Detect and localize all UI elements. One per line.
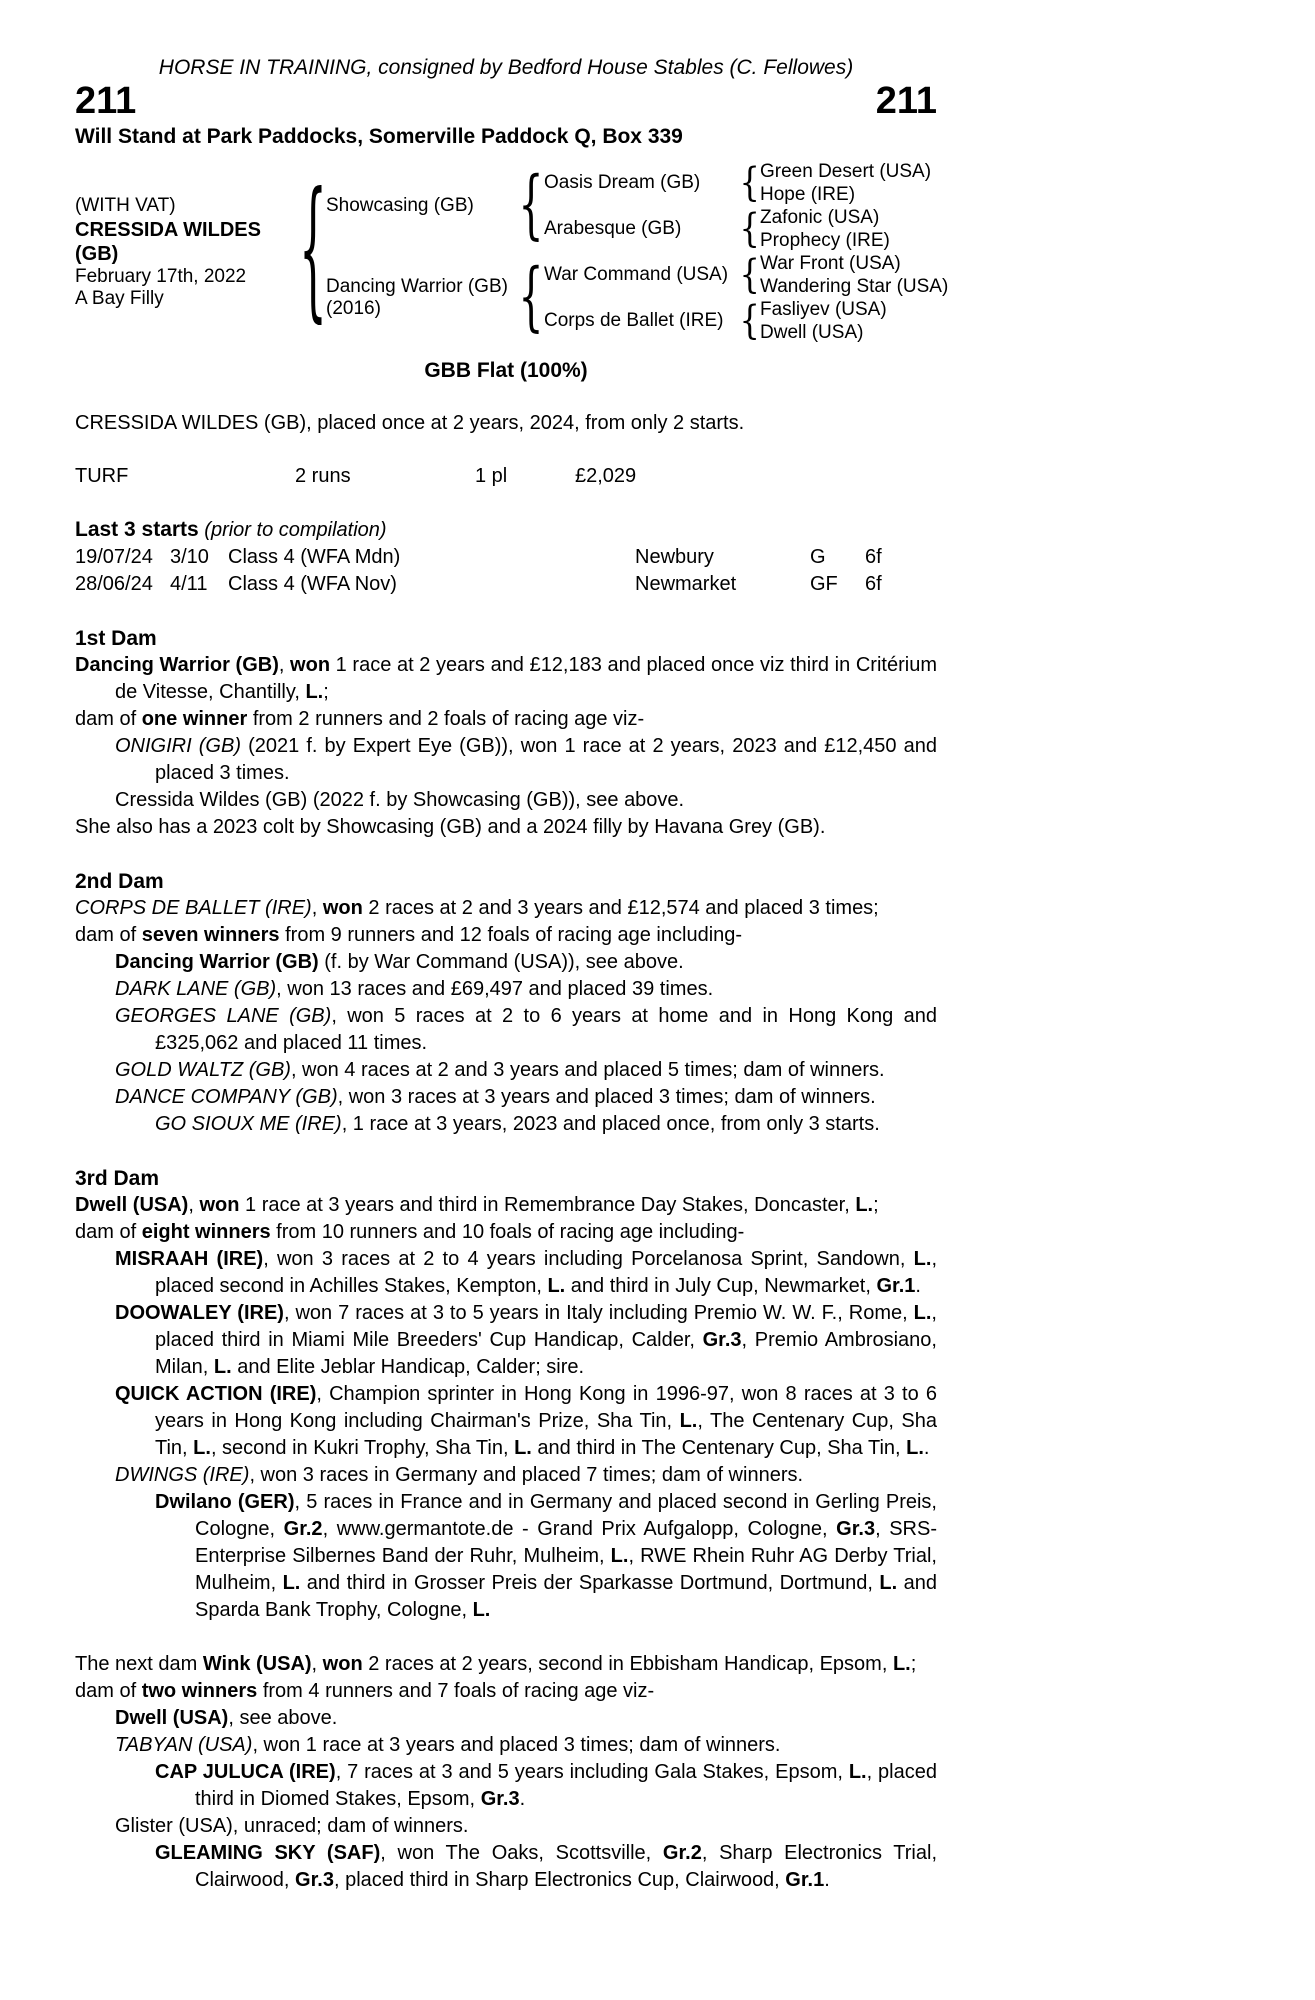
- gen2-ancestor: Oasis Dream (GB): [544, 172, 701, 193]
- paragraph: DANCE COMPANY (GB), won 3 races at 3 years and placed 3 times; dam of winners.: [115, 1086, 876, 1108]
- paragraph: dam of one winner from 2 runners and 2 foals of racing age viz-: [75, 708, 645, 730]
- paragraph: The next dam Wink (USA), won 2 races at 2 years, second in Ebbisham Handicap, Epsom, L.;: [75, 1653, 917, 1675]
- gen3-ancestor: Prophecy (IRE): [760, 229, 890, 251]
- result-going: G: [810, 546, 826, 568]
- brace-icon: {: [739, 206, 761, 252]
- lot-number-left: 211: [75, 80, 137, 122]
- pedigree-brace-gen1: [300, 160, 326, 344]
- pedigree-brace-gen3: [740, 252, 760, 298]
- paragraph: She also has a 2023 colt by Showcasing (GB) and a 2024 filly by Havana Grey (GB).: [75, 816, 826, 838]
- section-heading: 2nd Dam: [75, 870, 164, 893]
- paragraph: GEORGES LANE (GB), won 5 races at 2 to 6 years at home and in Hong Kong and £325,062 and placed 11 times.: [115, 1005, 937, 1054]
- gbb-eligibility: GBB Flat (100%): [424, 359, 588, 382]
- dam-name: Dancing Warrior (GB): [326, 276, 508, 297]
- color-sex: A Bay Filly: [75, 288, 164, 309]
- race-record-summary: CRESSIDA WILDES (GB), placed once at 2 years, 2024, from only 2 starts.: [75, 412, 745, 434]
- consignor-line: HORSE IN TRAINING, consigned by Bedford House Stables (C. Fellowes): [158, 56, 854, 79]
- brace-icon: {: [739, 160, 761, 206]
- paragraph: CORPS DE BALLET (IRE), won 2 races at 2 and 3 years and £12,574 and placed 3 times;: [75, 897, 879, 919]
- paragraph: Dancing Warrior (GB) (f. by War Command (USA)), see above.: [115, 951, 684, 973]
- section-heading: 1st Dam: [75, 627, 157, 650]
- paragraph: Dwilano (GER), 5 races in France and in Germany and placed second in Gerling Preis, Cologne, Gr.2, www.germantote.de - Grand Prix Aufgalopp, Cologne, Gr.3, SRS-Enterprise Silbernes Band der Ruhr, Mulheim, L., RWE Rhein Ruhr AG Derby Trial, Mulheim, L. and third in Grosser Preis der Sparkasse Dortmund, Dortmund, L. and Sparda Bank Trophy, Cologne, L.: [155, 1491, 937, 1621]
- dam-year: (2016): [326, 298, 381, 319]
- last-starts-label: Last 3 starts: [75, 518, 199, 541]
- gen3-ancestor: Green Desert (USA): [760, 160, 932, 182]
- paragraph: dam of eight winners from 10 runners and 10 foals of racing age including-: [75, 1221, 745, 1243]
- result-race: Class 4 (WFA Mdn): [228, 546, 401, 568]
- result-row: [75, 544, 937, 571]
- lot-number-right: 211: [875, 80, 937, 122]
- horse-name: CRESSIDA WILDES (GB): [75, 219, 261, 265]
- gen3-ancestor: Hope (IRE): [760, 183, 856, 205]
- paragraph: DOOWALEY (IRE), won 7 races at 3 to 5 years in Italy including Premio W. W. F., Rome, L., placed third in Miami Mile Breeders' Cup Handicap, Calder, Gr.3, Premio Ambrosiano, Milan, L. and Elite Jeblar Handicap, Calder; sire.: [115, 1302, 937, 1378]
- section-2nd-dam: [75, 868, 937, 1138]
- paragraph: Dwell (USA), see above.: [115, 1707, 338, 1729]
- paragraph: dam of two winners from 4 runners and 7 foals of racing age viz-: [75, 1680, 655, 1702]
- section-3rd-dam: [75, 1165, 937, 1624]
- section-next-dam: [75, 1651, 937, 1894]
- runs-count: 2 runs: [295, 465, 351, 487]
- gen3-ancestor: Dwell (USA): [760, 321, 864, 343]
- paragraph: Dwell (USA), won 1 race at 3 years and third in Remembrance Day Stakes, Doncaster, L.;: [75, 1194, 879, 1216]
- paragraph: DWINGS (IRE), won 3 races in Germany and placed 7 times; dam of winners.: [115, 1464, 804, 1486]
- result-position: 4/11: [170, 573, 208, 595]
- dam-name-block: [326, 252, 518, 344]
- gen3-ancestor: War Front (USA): [760, 252, 901, 274]
- gen2-ancestor: War Command (USA): [544, 264, 729, 285]
- race-record-stats: [75, 463, 937, 490]
- places-count: 1 pl: [475, 465, 508, 487]
- paragraph: QUICK ACTION (IRE), Champion sprinter in Hong Kong in 1996-97, won 8 races at 3 to 6 years in Hong Kong including Chairman's Prize, Sha Tin, L., The Centenary Cup, Sha Tin, L., second in Kukri Trophy, Sha Tin, L. and third in The Centenary Cup, Sha Tin, L..: [115, 1383, 937, 1459]
- section-1st-dam: [75, 625, 937, 841]
- paragraph: DARK LANE (GB), won 13 races and £69,497 and placed 39 times.: [115, 978, 714, 1000]
- paragraph: GLEAMING SKY (SAF), won The Oaks, Scottsville, Gr.2, Sharp Electronics Trial, Clairwood, Gr.3, placed third in Sharp Electronics Cup, Clairwood, Gr.1.: [155, 1842, 937, 1891]
- brace-icon: {: [299, 162, 327, 339]
- lot-number-row: [75, 81, 937, 121]
- result-date: 28/06/24: [75, 573, 153, 595]
- brace-icon: {: [518, 253, 544, 341]
- result-course: Newbury: [635, 546, 714, 568]
- paragraph: GO SIOUX ME (IRE), 1 race at 3 years, 2023 and placed once, from only 3 starts.: [155, 1113, 880, 1135]
- paragraph: TABYAN (USA), won 1 race at 3 years and placed 3 times; dam of winners.: [115, 1734, 781, 1756]
- section-heading: 3rd Dam: [75, 1167, 160, 1190]
- brace-icon: {: [739, 298, 761, 344]
- pedigree-brace-sire: [518, 160, 544, 252]
- paragraph: GOLD WALTZ (GB), won 4 races at 2 and 3 years and placed 5 times; dam of winners.: [115, 1059, 885, 1081]
- sire-name: Showcasing (GB): [326, 195, 474, 216]
- paragraph: Glister (USA), unraced; dam of winners.: [115, 1815, 469, 1837]
- paragraph: Cressida Wildes (GB) (2022 f. by Showcasing (GB)), see above.: [115, 789, 685, 811]
- brace-icon: {: [739, 252, 761, 298]
- stand-location-line: Will Stand at Park Paddocks, Somerville Paddock Q, Box 339: [75, 125, 683, 148]
- pedigree-brace-dam: [518, 252, 544, 344]
- result-position: 3/10: [170, 546, 209, 568]
- gen3-ancestor: Wandering Star (USA): [760, 275, 949, 297]
- paragraph: CAP JULUCA (IRE), 7 races at 3 and 5 years including Gala Stakes, Epsom, L., placed third in Diomed Stakes, Epsom, Gr.3.: [155, 1761, 937, 1810]
- last-starts-note: (prior to compilation): [198, 519, 387, 541]
- paragraph: MISRAAH (IRE), won 3 races at 2 to 4 years including Porcelanosa Sprint, Sandown, L., placed second in Achilles Stakes, Kempton, L. and third in July Cup, Newmarket, Gr.1.: [115, 1248, 937, 1297]
- paragraph: dam of seven winners from 9 runners and 12 foals of racing age including-: [75, 924, 743, 946]
- result-row: [75, 571, 937, 598]
- result-race: Class 4 (WFA Nov): [228, 573, 397, 595]
- result-distance: 6f: [865, 546, 882, 568]
- gen2-ancestor: Arabesque (GB): [544, 218, 682, 239]
- foal-date: February 17th, 2022: [75, 266, 247, 287]
- brace-icon: {: [518, 161, 544, 249]
- vat-label: (WITH VAT): [75, 195, 176, 216]
- pedigree-brace-gen3: [740, 206, 760, 252]
- horse-info-block: [75, 160, 300, 344]
- earnings: £2,029: [575, 465, 637, 487]
- paragraph: Dancing Warrior (GB), won 1 race at 2 years and £12,183 and placed once viz third in Critérium de Vitesse, Chantilly, L.;: [75, 654, 937, 703]
- gen3-ancestor: Zafonic (USA): [760, 206, 880, 228]
- result-course: Newmarket: [635, 573, 737, 595]
- pedigree-table: [75, 160, 949, 344]
- paragraph: ONIGIRI (GB) (2021 f. by Expert Eye (GB)), won 1 race at 2 years, 2023 and £12,450 and placed 3 times.: [115, 735, 937, 784]
- last-starts-block: [75, 516, 937, 598]
- gen3-ancestor: Fasliyev (USA): [760, 298, 887, 320]
- surface-label: TURF: [75, 465, 129, 487]
- pedigree-brace-gen3: [740, 160, 760, 206]
- pedigree-brace-gen3: [740, 298, 760, 344]
- result-distance: 6f: [865, 573, 882, 595]
- last-starts-heading: [75, 516, 937, 544]
- result-going: GF: [810, 573, 838, 595]
- result-date: 19/07/24: [75, 546, 153, 568]
- gen2-ancestor: Corps de Ballet (IRE): [544, 310, 724, 331]
